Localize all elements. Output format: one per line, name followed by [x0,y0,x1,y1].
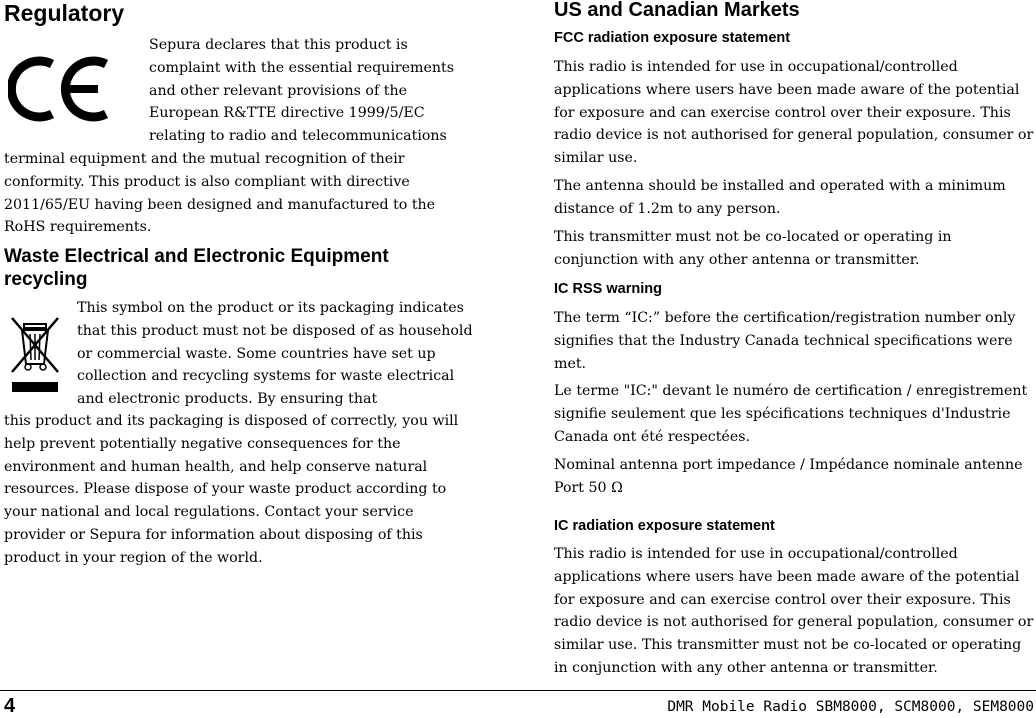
ic-exposure-paragraph: This radio is intended for use in occupational/controlled applications where users have been made aware of the potential for exposure and can exercise control over their exposure. This radio device is not authorised for general population, consumer or similar use. This transmitter must not be co-located or operating in conjunction with any other antenna or transmitter. [554,546,1034,676]
ce-declaration-text: Sepura declares that this product is complaint with the essential requirements and other relevant provisions of the European R&TTE directive 1999/5/EC relating to radio and telecommunications [149,37,454,145]
fcc-paragraph-1: This radio is intended for use in occupational/controlled applications where users have been made aware of the potential for exposure and can exercise control over their exposure. This radio device is not authorised for general population, consumer or similar use. [554,59,1034,167]
ic-paragraph-1: The term “IC:” before the certification/registration number only signifies that the Industry Canada technical specifications were met. [554,310,1016,372]
ic-exposure-heading: IC radiation exposure statement [554,518,775,534]
document-title: DMR Mobile Radio SBM8000, SCM8000, SEM8000 [667,699,1034,715]
us-canada-heading: US and Canadian Markets [554,0,800,21]
fcc-heading: FCC radiation exposure statement [554,30,791,46]
fcc-paragraph-3: This transmitter must not be co-located or operating in conjunction with any other antenna or transmitter. [554,229,952,268]
weee-text: This symbol on the product or its packaging indicates that this product must not be disposed of as household or commercial waste. Some countries have set up collection and recycling systems for waste electrical and electronic products. By ensuring that [77,300,473,408]
weee-text-continued: this product and its packaging is disposed of correctly, you will help prevent potentially negative consequences for the environment and human health, and help conserve natural resources. Please dispose of your waste product according to your national and local regulations. Contact your service provider or Sepura for information about disposing of this product in your region of the world. [4,413,459,566]
footer-divider [0,690,1036,691]
ic-paragraph-3: Nominal antenna port impedance / Impédance nominale antenne Port 50 Ω [554,457,1023,496]
ic-rss-heading: IC RSS warning [554,281,662,297]
regulatory-heading: Regulatory [4,0,125,26]
fcc-paragraph-2: The antenna should be installed and operated with a minimum distance of 1.2m to any person. [554,178,1006,217]
weee-heading: Waste Electrical and Electronic Equipment recycling [4,246,389,290]
page-number: 4 [4,695,16,717]
ce-declaration-text-continued: terminal equipment and the mutual recognition of their conformity. This product is also compliant with directive 2011/65/EU having been designed and manufactured to the RoHS requirements. [4,151,436,236]
ce-mark-icon [8,50,110,128]
ic-paragraph-2: Le terme "IC:" devant le numéro de certification / enregistrement signifie seulement que les spécifications techniques d'Industrie Canada ont été respectées. [554,383,1028,445]
crossed-out-wheelie-bin-icon [10,314,62,394]
